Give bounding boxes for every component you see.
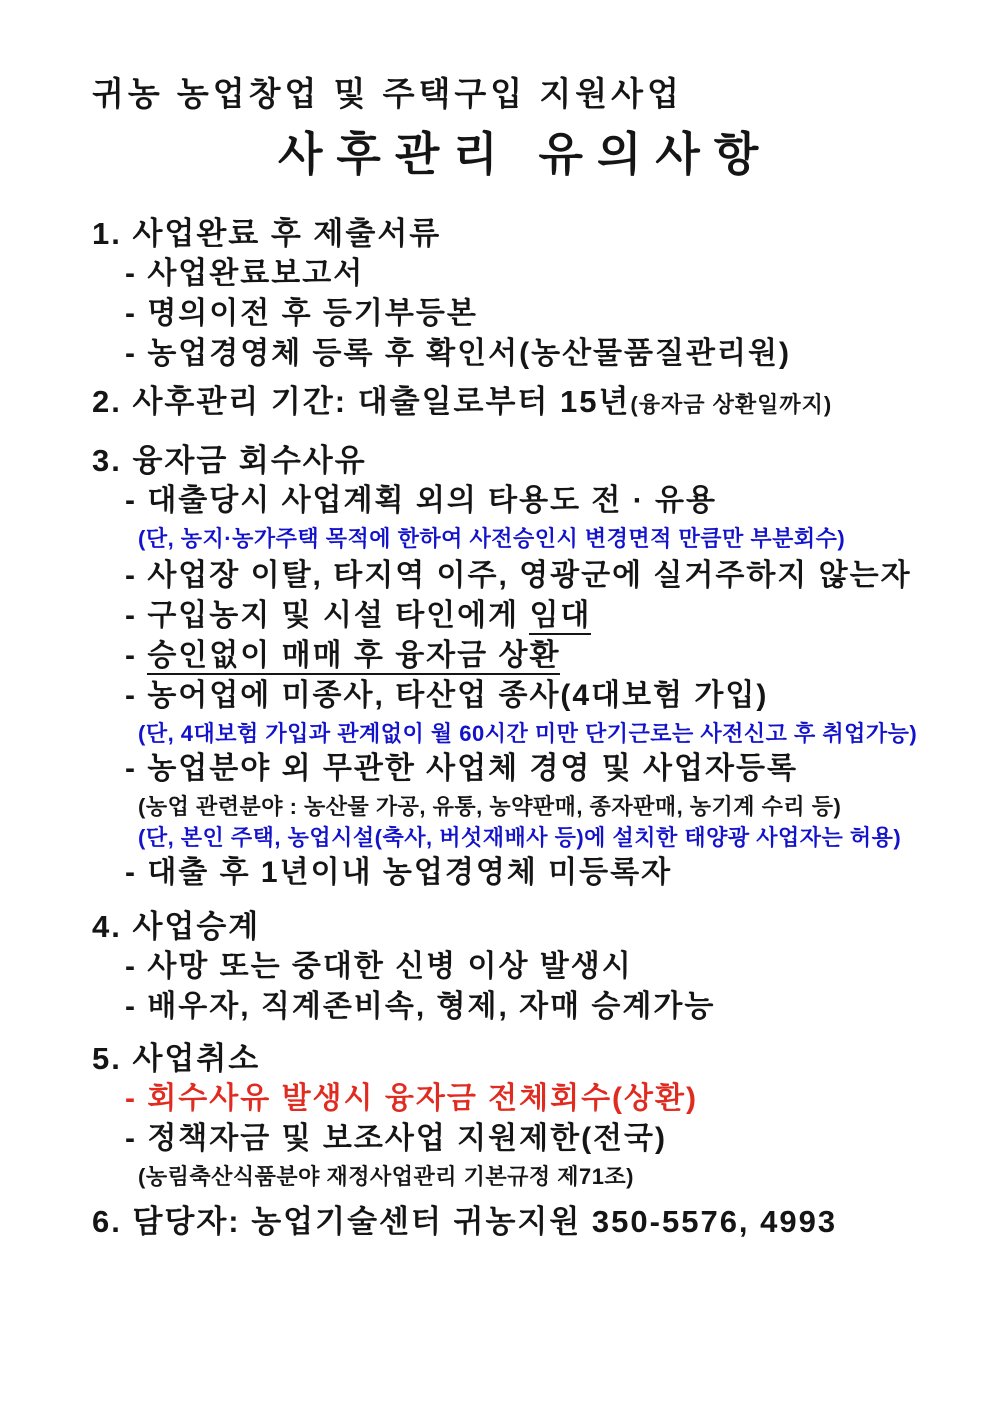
section-heading xyxy=(92,382,956,425)
note-blue: (단, 4대보험 가입과 관계없이 월 60시간 미만 단기근로는 사전신고 후 취업가능) xyxy=(138,721,918,746)
list-item: - 대출 후 1년이내 농업경영체 미등록자 xyxy=(125,856,673,889)
list-item: - 농업경영체 등록 후 확인서(농산물품질관리원) xyxy=(125,337,791,370)
underlined-text: 승인없이 매매 후 융자금 상환 xyxy=(147,639,560,675)
list-item xyxy=(125,636,956,676)
item-text: - xyxy=(125,639,148,672)
section-business-cancellation xyxy=(92,1039,956,1192)
list-item: - 사업완료보고서 xyxy=(125,257,365,290)
list-item: - 명의이전 후 등기부등본 xyxy=(125,297,478,330)
list-item: - 배우자, 직계존비속, 형제, 자매 승계가능 xyxy=(125,990,716,1023)
note-black: (농업 관련분야 : 농산물 가공, 유통, 농약판매, 종자판매, 농기계 수리 등) xyxy=(138,794,842,819)
section-heading: 3. 융자금 회수사유 xyxy=(92,443,367,478)
alert-item-red: - 회수사유 발생시 융자금 전체회수(상환) xyxy=(125,1082,698,1115)
item-text: - 구입농지 및 시설 타인에게 xyxy=(125,599,530,632)
document-supertitle: 귀농 농업창업 및 주택구입 지원사업 xyxy=(92,75,683,112)
section-submission-documents xyxy=(92,214,956,374)
section-heading: 1. 사업완료 후 제출서류 xyxy=(92,216,442,251)
note-blue: (단, 본인 주택, 농업시설(축사, 버섯재배사 등)에 설치한 태양광 사업자는 허용) xyxy=(138,825,902,850)
note-blue: (단, 농지·농가주택 목적에 한하여 사전승인시 변경면적 만큼만 부분회수) xyxy=(138,526,846,551)
note-black: (농림축산식품분야 재정사업관리 기본규정 제71조) xyxy=(138,1164,635,1189)
list-item: - 사업장 이탈, 타지역 이주, 영광군에 실거주하지 않는자 xyxy=(125,559,912,592)
section-business-succession xyxy=(92,907,956,1027)
list-item: - 농어업에 미종사, 타산업 종사(4대보험 가입) xyxy=(125,679,769,712)
list-item: - 농업분야 외 무관한 사업체 경영 및 사업자등록 xyxy=(125,752,798,785)
section-heading: 5. 사업취소 xyxy=(92,1041,261,1076)
list-item: - 사망 또는 중대한 신병 이상 발생시 xyxy=(125,950,633,983)
document-title: 사후관리 유의사항 xyxy=(278,128,773,180)
underlined-text: 임대 xyxy=(529,599,591,635)
list-item: - 정책자금 및 보조사업 지원제한(전국) xyxy=(125,1122,668,1155)
list-item xyxy=(125,596,956,636)
heading-main-text: 2. 사후관리 기간: 대출일로부터 15년 xyxy=(92,384,631,419)
list-item: - 대출당시 사업계획 외의 타용도 전 · 유용 xyxy=(125,484,718,517)
section-management-period xyxy=(92,382,956,425)
contact-heading: 6. 담당자: 농업기술센터 귀농지원 350-5576, 4993 xyxy=(92,1204,838,1239)
section-heading: 4. 사업승계 xyxy=(92,909,261,944)
section-contact xyxy=(92,1202,956,1242)
heading-small-text: (융자금 상환일까지) xyxy=(630,392,833,417)
section-loan-recovery-reasons xyxy=(92,441,956,893)
